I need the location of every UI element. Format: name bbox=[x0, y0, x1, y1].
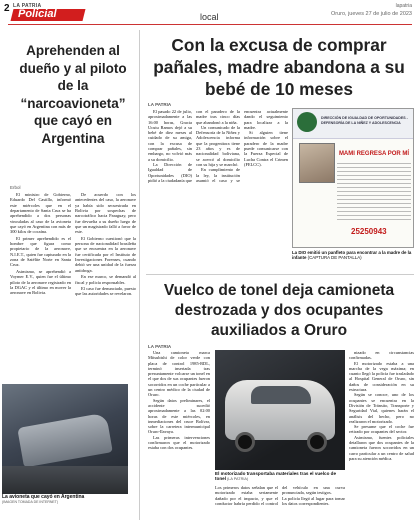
left-story-byline: Erbol bbox=[10, 185, 21, 190]
paragraph: De acuerdo con los antecedentes del caso, la aeronave ya había sido secuestrada en Bolivia por sospechas de narcotráfico hacia Paraguay, pero fue devuelta a su dueño luego de que un magistrado falló a favor de este. bbox=[75, 192, 136, 235]
brand-label: LA PATRIA bbox=[13, 3, 42, 9]
flyer-title: MAMI REGRESA POR MÍ bbox=[338, 151, 410, 157]
local-label: local bbox=[200, 12, 219, 22]
paragraph: Asimismo, fuentes policiales detallaron que dos ocupantes de la camioneta fueron socorridos en un carro particular a un centro de salud para su atención médica. bbox=[349, 434, 414, 461]
paragraph: Asimismo, se aprehendió a Voymer E.V., quien fue el último piloto de la aeronave registrado en la DGAC y el último en mover la aeronave en Bolivia. bbox=[10, 268, 71, 296]
flyer-caption-text: La DIO emitió un panfleto para encontrar a la madre de la infante bbox=[292, 250, 412, 261]
wheel-shape bbox=[307, 432, 327, 452]
bottom-story-column-1 bbox=[148, 350, 210, 520]
left-story-headline: Aprehenden al dueño y al piloto de la “narcoavioneta” que cayó en Argentina bbox=[19, 43, 127, 146]
truck-caption-text: El motorizado transportaba materiales tras el vuelco de tonel bbox=[215, 471, 337, 482]
mother-portrait bbox=[299, 143, 335, 183]
paragraph: El primer aprehendido es el hombre que figura como propietario de la aeronave, N.I.E.T., quien fue capturado en la zona de Satélite Norte en Santa Cruz. bbox=[10, 235, 71, 268]
paragraph: Según datos preliminares, el accidente sucedió aproximadamente a las 02:00 horas de este miércoles, en inmediaciones del cruce Bolívar, sobre la carretera intermunicipal Oruro-Ilavaya. bbox=[148, 397, 210, 435]
paragraph: nizado en circunstancias confirmadas. bbox=[349, 350, 414, 361]
plane-photo-caption: La avioneta que cayó en Argentina bbox=[2, 494, 85, 500]
plane-photo-credit: (IMAGEN TOMADA DE INTERNET) bbox=[2, 500, 59, 504]
paragraph: Según se conoce, uno de los ocupantes se encuentra en la División de Tránsito, Transporte y Seguridad Vial, quienes harán el análisis del hecho, pero no realizaron el motorizado. bbox=[349, 392, 414, 424]
plane-wreck-photo bbox=[2, 384, 128, 494]
masthead-label: lapatria bbox=[395, 3, 412, 9]
truck-windshield-shape bbox=[251, 386, 311, 404]
crashed-truck-photo bbox=[215, 350, 345, 470]
top-story-byline: LA PATRIA bbox=[148, 102, 172, 107]
bottom-story-column-2 bbox=[215, 485, 345, 521]
truck-caption-credit: (LA PATRIA) bbox=[225, 477, 249, 482]
paragraph: La policía llegó al lugar para tomar los datos correspondientes. bbox=[282, 495, 345, 506]
ground-shape bbox=[2, 466, 128, 494]
missing-mother-flyer bbox=[292, 108, 414, 248]
paragraph: El motorizado estaba a una marcha de la vega máxima; en cuanto llegó la policía fue trasladado al Hospital General de Oruro, sin daños de consideración en su estructura. bbox=[349, 360, 414, 393]
top-story-headline: Con la excusa de comprar pañales, madre abandona a su bebé de 10 meses bbox=[153, 35, 405, 99]
paragraph: El Gobierno cuestionó que la persona de nacionalidad brasileña que se encuentra en la aeronave fue certificada por el Instituto de Investigaciones Forenses, cuando debió ser una unidad de la fuerza antidroga. bbox=[75, 235, 136, 273]
bottom-story-headline: Vuelco de tonel deja camioneta destrozada y dos ocupantes auxiliados a Oruro bbox=[163, 282, 395, 339]
paragraph: Las primeras intervenciones confirmaron que el motorizado estaba con dos ocupantes. bbox=[148, 434, 210, 451]
paragraph: En ese marco, se demandó al fiscal y policía responsables. bbox=[75, 274, 136, 285]
wheel-shape bbox=[235, 432, 255, 452]
bottom-story-byline: LA PATRIA bbox=[148, 344, 172, 349]
flyer-text-lines bbox=[337, 163, 411, 223]
page-header bbox=[0, 0, 420, 30]
paragraph: Los primeros datos señalan que el motorizado estaba seriamente dañado por el impacto, y que el conductor habría perdido el control del vehículo en una curva pronunciada, según testigos. bbox=[215, 485, 345, 506]
paragraph: La Dirección de Igualdad de Oportunidades (DIO) pidió a la ciudadanía que con el paradero de la madre tras cinco días que abandonó a la niña. bbox=[148, 109, 240, 183]
truck-photo-caption bbox=[215, 471, 345, 483]
paragraph: Un comunicado de la Defensoría de la Niñez y Adolescencia informa que la progenitora tiene 23 años y es de nacionalidad boliviana, se acercó al domicilio con su hija y se marchó. bbox=[196, 124, 240, 167]
paragraph: Una camioneta marca Mitsubishi de color verde con placa de control 1985-RDL, terminó insertada tras presuntamente volcarse un tonel en el que dos de sus ocupantes fueron socorridos en un coche particular a un centro médico de la ciudad de Oruro. bbox=[148, 350, 210, 398]
section-title: Policial bbox=[18, 8, 57, 20]
bottom-story-column-3 bbox=[349, 350, 414, 520]
paragraph: El pasado 22 de julio, aproximadamente a las 16:00 horas, Gracia Ucutu Ramos dejó a su bebé de diez meses al cuidado de su amiga, con la excusa de comprar pañales, sin embargo, no volvió más a su domicilio. bbox=[148, 109, 192, 162]
paragraph: El caso fue denunciado, puesto que las autoridades se revelaron. bbox=[75, 285, 136, 297]
top-story-body bbox=[148, 109, 288, 272]
paragraph: En cumplimiento de la ley, la institución asumió el caso y se encuentra actualmente dando el seguimiento para localizar a la madre. bbox=[196, 109, 288, 183]
issue-date: Oruro, jueves 27 de julio de 2023 bbox=[330, 11, 412, 17]
flyer-header-text: DIRECCIÓN DE IGUALDAD DE OPORTUNIDADES - DEFENSORÍA DE LA NIÑEZ Y ADOLESCENCIA bbox=[321, 116, 408, 125]
seal-icon bbox=[297, 112, 317, 132]
paragraph: El ministro de Gobierno, Eduardo Del Castillo, informó este miércoles que en el departamento de Santa Cruz se ha aprehendido a dos personas vinculadas al caso de la avioneta que cayó en Argentina con más de 300 kilos de cocaína. bbox=[10, 192, 71, 235]
page-number: 2 bbox=[4, 3, 10, 14]
story-divider bbox=[146, 274, 414, 275]
wreck-shape bbox=[17, 412, 113, 467]
paragraph: Si alguien tiene información sobre el paradero de la madre puede comunicarse con la Fuerza Especial de Lucha Contra el Crimen (FELCC). bbox=[244, 130, 288, 167]
flyer-caption-credit: (CAPTURA DE PANTALLA) bbox=[306, 255, 362, 261]
flyer-phone: 25250943 bbox=[351, 227, 387, 236]
paragraph: Se presume que el coche fue retirado por ocupantes del sector. bbox=[349, 424, 414, 435]
header-divider bbox=[8, 24, 412, 25]
flyer-caption bbox=[292, 250, 414, 260]
